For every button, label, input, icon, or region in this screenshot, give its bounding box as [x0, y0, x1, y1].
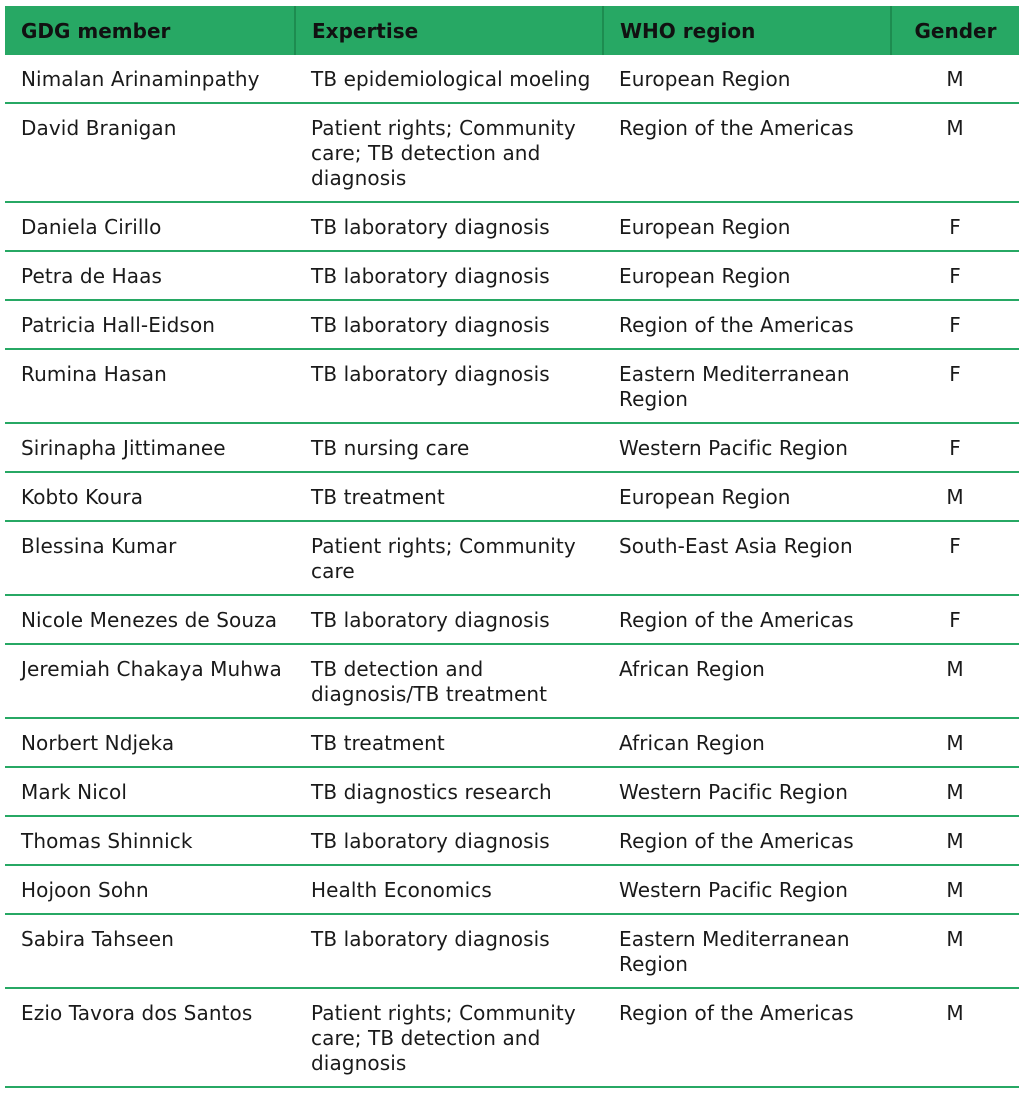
table-row: [5, 103, 1019, 202]
cell-who-region: African Region: [603, 644, 891, 718]
cell-gender: F: [891, 423, 1019, 472]
cell-expertise: Patient rights; Community care; TB detection and diagnosis: [295, 988, 603, 1087]
header-row: [5, 6, 1019, 55]
cell-gender: M: [891, 644, 1019, 718]
cell-gender: F: [891, 251, 1019, 300]
cell-gender: F: [891, 595, 1019, 644]
cell-who-region: Western Pacific Region: [603, 767, 891, 816]
table-row: [5, 472, 1019, 521]
header-gender: Gender: [891, 6, 1019, 55]
cell-expertise: TB treatment: [295, 718, 603, 767]
cell-member: Daniela Cirillo: [5, 202, 295, 251]
table-header: [5, 6, 1019, 55]
cell-who-region: European Region: [603, 202, 891, 251]
cell-who-region: Western Pacific Region: [603, 865, 891, 914]
table-row: [5, 251, 1019, 300]
cell-who-region: European Region: [603, 251, 891, 300]
cell-member: Thomas Shinnick: [5, 816, 295, 865]
cell-who-region: Region of the Americas: [603, 816, 891, 865]
cell-who-region: South-East Asia Region: [603, 521, 891, 595]
cell-gender: M: [891, 103, 1019, 202]
table-row: [5, 349, 1019, 423]
cell-member: Mark Nicol: [5, 767, 295, 816]
cell-gender: M: [891, 718, 1019, 767]
cell-member: Petra de Haas: [5, 251, 295, 300]
cell-member: David Branigan: [5, 103, 295, 202]
cell-expertise: TB laboratory diagnosis: [295, 251, 603, 300]
table-row: [5, 816, 1019, 865]
cell-who-region: Eastern Mediterranean Region: [603, 914, 891, 988]
cell-gender: M: [891, 55, 1019, 103]
cell-gender: M: [891, 767, 1019, 816]
table-body: [5, 55, 1019, 1087]
table-row: [5, 988, 1019, 1087]
cell-who-region: European Region: [603, 472, 891, 521]
cell-member: Sabira Tahseen: [5, 914, 295, 988]
cell-expertise: TB laboratory diagnosis: [295, 595, 603, 644]
cell-member: Patricia Hall-Eidson: [5, 300, 295, 349]
cell-who-region: Region of the Americas: [603, 103, 891, 202]
cell-expertise: TB epidemiological moeling: [295, 55, 603, 103]
cell-member: Nicole Menezes de Souza: [5, 595, 295, 644]
cell-expertise: Patient rights; Community care: [295, 521, 603, 595]
cell-expertise: Patient rights; Community care; TB detection and diagnosis: [295, 103, 603, 202]
cell-member: Ezio Tavora dos Santos: [5, 988, 295, 1087]
cell-gender: M: [891, 865, 1019, 914]
cell-gender: M: [891, 988, 1019, 1087]
header-expertise: Expertise: [295, 6, 603, 55]
cell-gender: F: [891, 349, 1019, 423]
cell-expertise: TB laboratory diagnosis: [295, 914, 603, 988]
cell-expertise: TB laboratory diagnosis: [295, 349, 603, 423]
cell-gender: M: [891, 816, 1019, 865]
cell-expertise: TB diagnostics research: [295, 767, 603, 816]
cell-expertise: TB treatment: [295, 472, 603, 521]
cell-expertise: Health Economics: [295, 865, 603, 914]
cell-who-region: Region of the Americas: [603, 300, 891, 349]
table-row: [5, 644, 1019, 718]
cell-member: Jeremiah Chakaya Muhwa: [5, 644, 295, 718]
cell-who-region: Western Pacific Region: [603, 423, 891, 472]
cell-expertise: TB laboratory diagnosis: [295, 202, 603, 251]
cell-who-region: European Region: [603, 55, 891, 103]
cell-expertise: TB detection and diagnosis/TB treatment: [295, 644, 603, 718]
table-row: [5, 202, 1019, 251]
cell-member: Norbert Ndjeka: [5, 718, 295, 767]
table-row: [5, 767, 1019, 816]
cell-who-region: Region of the Americas: [603, 988, 891, 1087]
table-row: [5, 914, 1019, 988]
gdg-members-table: [5, 6, 1019, 1088]
cell-expertise: TB laboratory diagnosis: [295, 816, 603, 865]
cell-expertise: TB nursing care: [295, 423, 603, 472]
cell-who-region: Region of the Americas: [603, 595, 891, 644]
table-row: [5, 595, 1019, 644]
table-row: [5, 521, 1019, 595]
cell-expertise: TB laboratory diagnosis: [295, 300, 603, 349]
cell-gender: M: [891, 472, 1019, 521]
table-row: [5, 300, 1019, 349]
cell-gender: F: [891, 521, 1019, 595]
cell-gender: F: [891, 300, 1019, 349]
cell-member: Rumina Hasan: [5, 349, 295, 423]
table-row: [5, 423, 1019, 472]
cell-member: Nimalan Arinaminpathy: [5, 55, 295, 103]
table-row: [5, 718, 1019, 767]
cell-member: Hojoon Sohn: [5, 865, 295, 914]
table-row: [5, 865, 1019, 914]
cell-member: Kobto Koura: [5, 472, 295, 521]
table-row: [5, 55, 1019, 103]
cell-who-region: Eastern Mediterranean Region: [603, 349, 891, 423]
cell-member: Blessina Kumar: [5, 521, 295, 595]
cell-member: Sirinapha Jittimanee: [5, 423, 295, 472]
cell-gender: F: [891, 202, 1019, 251]
header-gdg-member: GDG member: [5, 6, 295, 55]
cell-gender: M: [891, 914, 1019, 988]
cell-who-region: African Region: [603, 718, 891, 767]
header-who-region: WHO region: [603, 6, 891, 55]
